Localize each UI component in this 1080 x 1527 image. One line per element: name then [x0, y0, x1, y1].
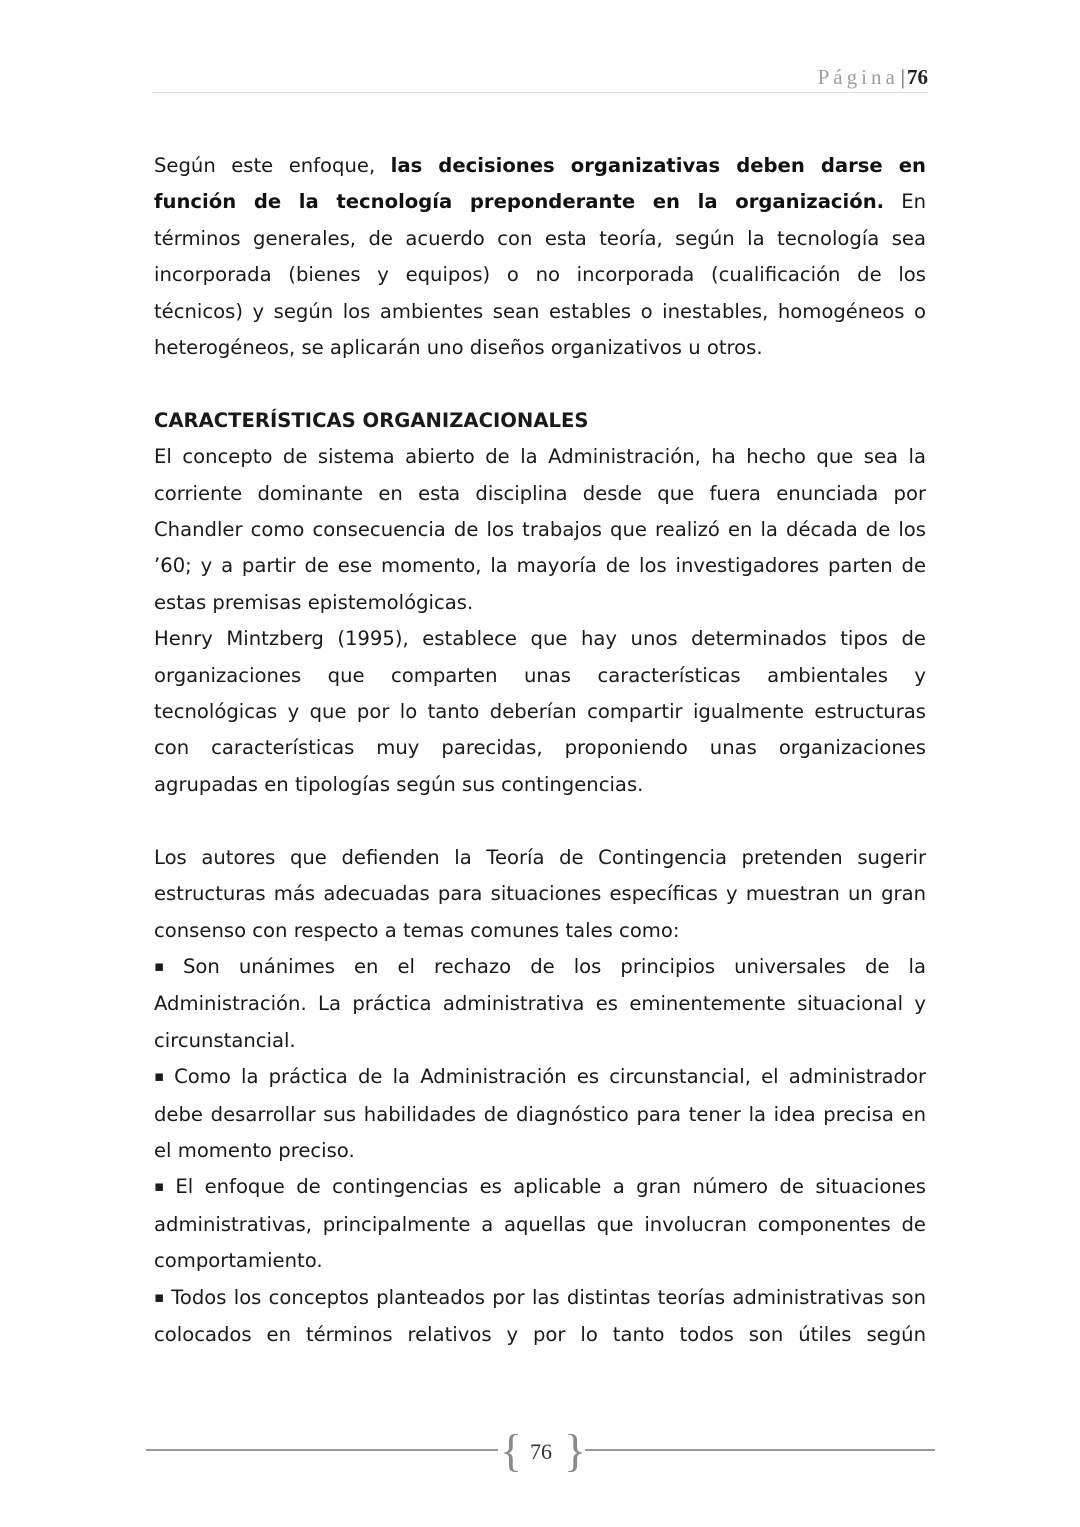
section-paragraph-1: El concepto de sistema abierto de la Administración, ha hecho que sea la corriente dominante en esta disciplina desde que fuera enunciada por Chandler como consecuencia de los trabajos que realizó en la década de los ’60; y a partir de ese momento, la mayoría de los investigadores parten de estas premisas epistemológicas. — [154, 445, 926, 614]
intro-text-before: Según este enfoque, — [154, 154, 391, 177]
header-page-number: 76 — [907, 65, 928, 89]
section-heading: CARACTERÍSTICAS ORGANIZACIONALES — [154, 408, 589, 432]
page-header — [152, 62, 928, 93]
section-paragraph-2: Henry Mintzberg (1995), establece que hay unos determinados tipos de organizaciones que comparten unas características ambientales y tecnológicas y que por lo tanto deberían compartir igualmente estructuras con características muy parecidas, proponiendo unas organizaciones agrupadas en tipologías según sus contingencias. — [154, 627, 926, 796]
bullet-item — [154, 1169, 926, 1279]
header-page-word: Página — [817, 65, 899, 89]
bullet-icon: ▪ — [154, 956, 177, 975]
footer-rule-right — [585, 1449, 935, 1451]
intro-bold-text: las decisiones organizativas deben darse en función de la tecnología preponderante en la organización. — [154, 154, 926, 214]
bullet-icon: ▪ — [154, 1287, 166, 1306]
footer-right-brace-icon: } — [564, 1425, 587, 1476]
bullet-text: El enfoque de contingencias es aplicable a gran número de situaciones administrativas, principalmente a aquellas que involucran componentes de comportamiento. — [154, 1175, 926, 1273]
footer-rule-left — [146, 1449, 498, 1451]
intro-paragraph — [154, 148, 926, 366]
intro-text-after: En términos generales, de acuerdo con esta teoría, según la tecnología sea incorporada (bienes y equipos) o no incorporada (cualificación de los técnicos) y según los ambientes sean estables o inestables, homogéneos o heterogéneos, se aplicarán uno diseños organizativos u otros. — [154, 190, 926, 360]
footer-page-number: 76 — [530, 1439, 552, 1464]
bullet-icon: ▪ — [154, 1067, 169, 1086]
bullet-item — [154, 1059, 926, 1169]
bullet-item — [154, 1280, 926, 1354]
bullet-text: Como la práctica de la Administración es circunstancial, el administrador debe desarrollar sus habilidades de diagnóstico para tener la idea precisa en el momento preciso. — [154, 1065, 927, 1162]
header-separator: | — [900, 65, 905, 89]
bullet-icon: ▪ — [154, 1177, 170, 1196]
footer-left-brace-icon: { — [500, 1425, 523, 1476]
bullet-item — [154, 949, 926, 1059]
bullet-text: Son unánimes en el rechazo de los principios universales de la Administración. La práctica administrativa es eminentemente situacional y circunstancial. — [154, 954, 927, 1052]
contingency-intro: Los autores que defienden la Teoría de Contingencia pretenden sugerir estructuras más adecuadas para situaciones específicas y muestran un gran consenso con respecto a temas comunes tales como: — [154, 845, 926, 942]
page-body — [154, 148, 926, 1353]
bullet-text: Todos los conceptos planteados por las distintas teorías administrativas son colocados en términos relativos y por lo tanto todos son útiles según — [154, 1285, 926, 1346]
